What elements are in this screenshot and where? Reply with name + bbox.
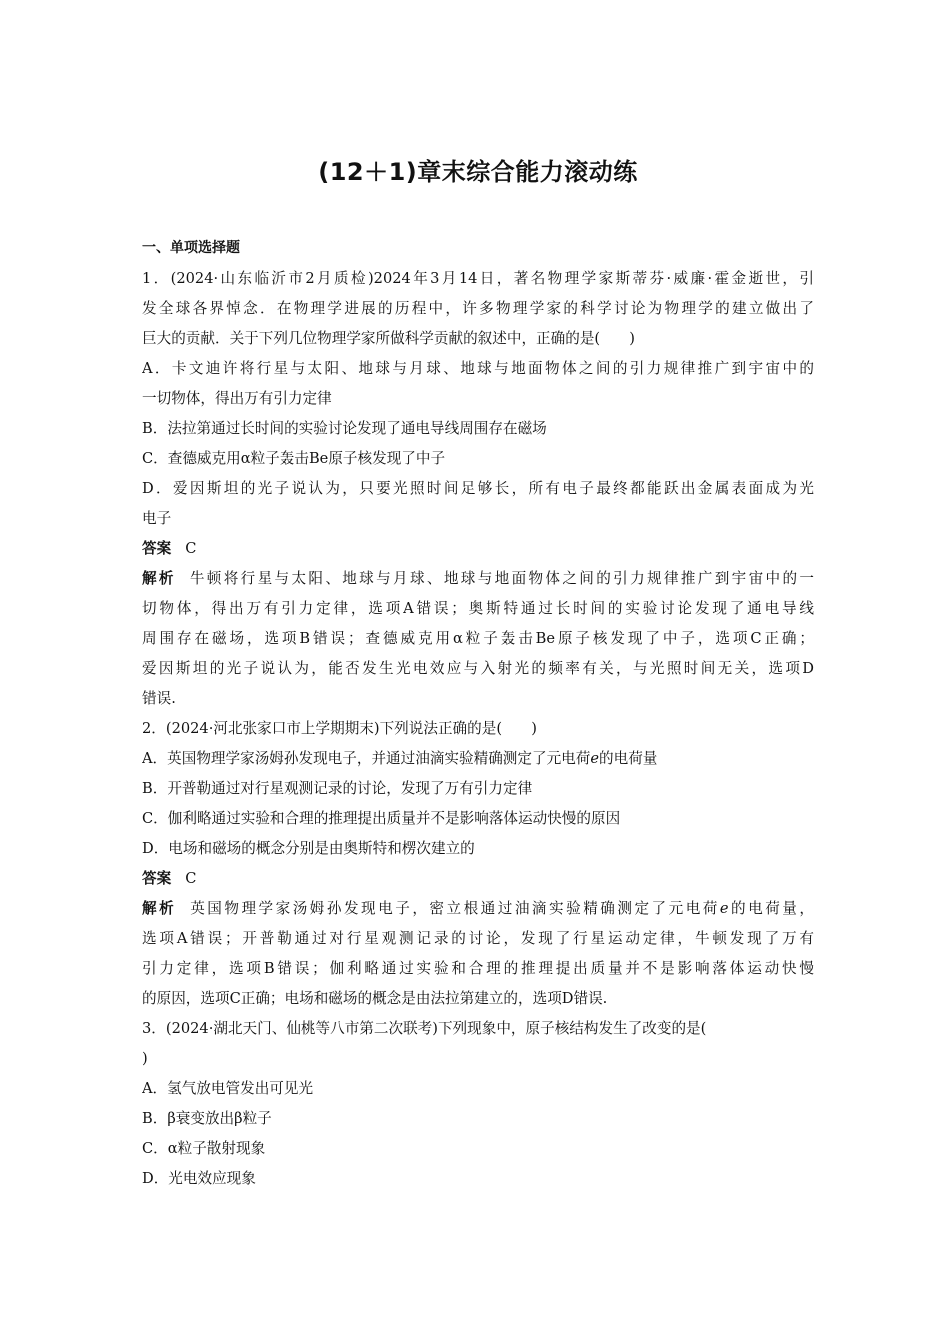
q2-option-a <box>142 744 814 774</box>
q1-analysis-line-4: 爱因斯坦的光子说认为，能否发生光电效应与入射光的频率有关，与光照时间无关，选项D <box>142 660 814 677</box>
variable-e: e <box>590 750 599 767</box>
page-title: (12＋1)章末综合能力滚动练 <box>318 158 638 186</box>
q1-stem-line-2: 发全球各界悼念．在物理学进展的历程中，许多物理学家的科学讨论为物理学的建立做出了 <box>142 300 814 317</box>
answer-label: 答案 <box>142 540 172 557</box>
q1-stem-line-3: 巨大的贡献．关于下列几位物理学家所做科学贡献的叙述中，正确的是( ) <box>142 330 635 347</box>
q2-analysis-text-1: 英国物理学家汤姆孙发现电子，密立根通过油滴实验精确测定了元电荷 <box>190 900 720 917</box>
q1-analysis-line-2: 切物体，得出万有引力定律，选项A错误；奥斯特通过长时间的实验讨论发现了通电导线 <box>142 600 814 617</box>
q3-option-b: B．β衰变放出β粒子 <box>142 1110 272 1127</box>
q1-option-a-line-2: 一切物体，得出万有引力定律 <box>142 390 332 407</box>
q2-analysis-line-4: 的原因，选项C正确；电场和磁场的概念是由法拉第建立的，选项D错误. <box>142 990 608 1007</box>
q1-analysis-text-1: 牛顿将行星与太阳、地球与月球、地球与地面物体之间的引力规律推广到宇宙中的一 <box>189 570 814 587</box>
q1-option-d-line-2: 电子 <box>142 510 172 527</box>
q3-stem-line-2: ) <box>142 1050 148 1067</box>
q1-analysis-line-1 <box>142 564 814 594</box>
analysis-label: 解析 <box>142 900 177 917</box>
q2-option-b: B．开普勒通过对行星观测记录的讨论，发现了万有引力定律 <box>142 780 533 797</box>
q2-analysis-line-3: 引力定律，选项B错误；伽利略通过实验和合理的推理提出质量并不是影响落体运动快慢 <box>142 960 814 977</box>
q2-option-d: D．电场和磁场的概念分别是由奥斯特和楞次建立的 <box>142 840 475 857</box>
q2-analysis-text-1-tail: 的电荷量， <box>728 900 814 917</box>
q3-option-c: C．α粒子散射现象 <box>142 1140 266 1157</box>
q2-analysis-line-2: 选项A错误；开普勒通过对行星观测记录的讨论，发现了行星运动定律，牛顿发现了万有 <box>142 930 814 947</box>
document-body <box>142 264 814 1194</box>
q2-option-a-tail: 的电荷量 <box>599 750 658 767</box>
section-heading: 一、单项选择题 <box>142 240 240 256</box>
q2-option-a-text: A．英国物理学家汤姆孙发现电子，并通过油滴实验精确测定了元电荷 <box>142 750 591 767</box>
q2-option-c: C．伽利略通过实验和合理的推理提出质量并不是影响落体运动快慢的原因 <box>142 810 621 827</box>
q1-answer <box>142 534 814 564</box>
q1-option-c: C．查德威克用α粒子轰击Be原子核发现了中子 <box>142 450 446 467</box>
q1-analysis-line-3: 周围存在磁场，选项B错误；查德威克用α粒子轰击Be原子核发现了中子，选项C正确； <box>142 630 814 647</box>
q2-stem: 2．(2024·河北张家口市上学期期末)下列说法正确的是( ) <box>142 720 537 737</box>
q1-option-b: B．法拉第通过长时间的实验讨论发现了通电导线周围存在磁场 <box>142 420 547 437</box>
q1-option-a-line-1: A．卡文迪许将行星与太阳、地球与月球、地球与地面物体之间的引力规律推广到宇宙中的 <box>142 360 814 377</box>
q3-stem-line-1: 3．(2024·湖北天门、仙桃等八市第二次联考)下列现象中，原子核结构发生了改变的是( <box>142 1020 707 1037</box>
answer-label: 答案 <box>142 870 172 887</box>
answer-value: C <box>185 540 197 557</box>
answer-value: C <box>185 870 197 887</box>
q1-analysis-line-5: 错误. <box>142 690 176 707</box>
variable-e: e <box>719 900 729 917</box>
q2-answer <box>142 864 814 894</box>
q2-analysis-line-1 <box>142 894 814 924</box>
q3-option-a: A．氢气放电管发出可见光 <box>142 1080 314 1097</box>
q1-option-d-line-1: D．爱因斯坦的光子说认为，只要光照时间足够长，所有电子最终都能跃出金属表面成为光 <box>142 480 814 497</box>
q3-option-d: D．光电效应现象 <box>142 1170 256 1187</box>
analysis-label: 解析 <box>142 570 176 587</box>
q1-stem-line-1: 1．(2024·山东临沂市2月质检)2024年3月14日，著名物理学家斯蒂芬·威廉·霍金逝世，引 <box>142 270 814 287</box>
